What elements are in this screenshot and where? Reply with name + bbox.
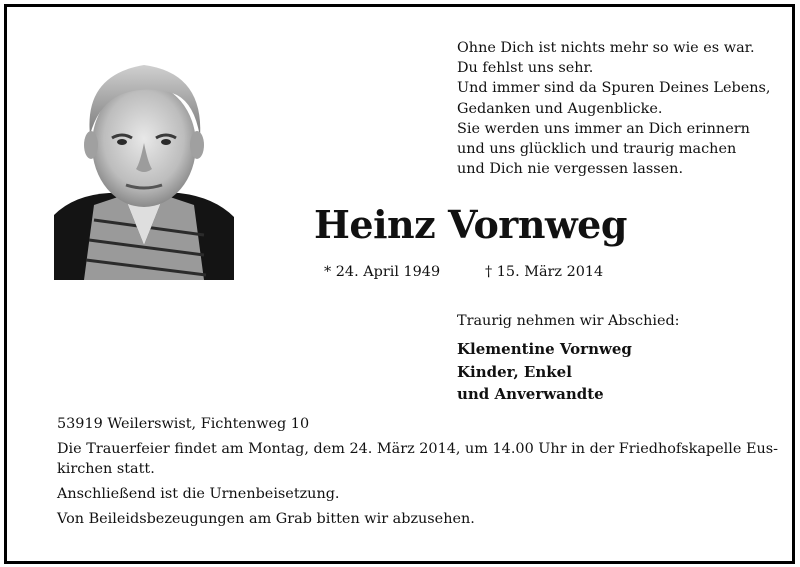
ceremony-details <box>57 414 778 534</box>
mourner: und Anverwandte <box>457 385 604 403</box>
poem-line: und uns glücklich und traurig machen <box>457 141 737 158</box>
poem-line: Gedanken und Augenblicke. <box>457 100 663 117</box>
mourner: Klementine Vornweg <box>457 340 632 358</box>
poem-line: und Dich nie vergessen lassen. <box>457 161 684 178</box>
poem-line: Sie werden uns immer an Dich erinnern <box>457 120 750 137</box>
poem-line: Und immer sind da Spuren Deines Lebens, <box>457 80 771 97</box>
urn-notice: Anschließend ist die Urnenbeisetzung. <box>57 486 340 502</box>
death-date: † 15. März 2014 <box>485 264 604 280</box>
poem-line: Du fehlst uns sehr. <box>457 60 594 77</box>
ceremony-line: kirchen statt. <box>57 461 155 477</box>
farewell-intro: Traurig nehmen wir Abschied: <box>457 313 680 329</box>
mourners-list <box>457 338 632 406</box>
ceremony-line: Die Trauerfeier findet am Montag, dem 24. März 2014, um 14.00 Uhr in der Friedhofskapelle Eus- <box>57 441 778 457</box>
deceased-name: Heinz Vornweg <box>314 202 627 247</box>
birth-date: * 24. April 1949 <box>324 264 441 280</box>
poem <box>457 38 777 179</box>
mourner: Kinder, Enkel <box>457 362 572 381</box>
poem-line: Ohne Dich ist nichts mehr so wie es war. <box>457 40 755 56</box>
portrait-photo <box>54 45 234 280</box>
ceremony-notice <box>57 439 778 479</box>
condolences-notice: Von Beileidsbezeugungen am Grab bitten wir abzusehen. <box>57 511 475 527</box>
address: 53919 Weilerswist, Fichtenweg 10 <box>57 416 310 432</box>
